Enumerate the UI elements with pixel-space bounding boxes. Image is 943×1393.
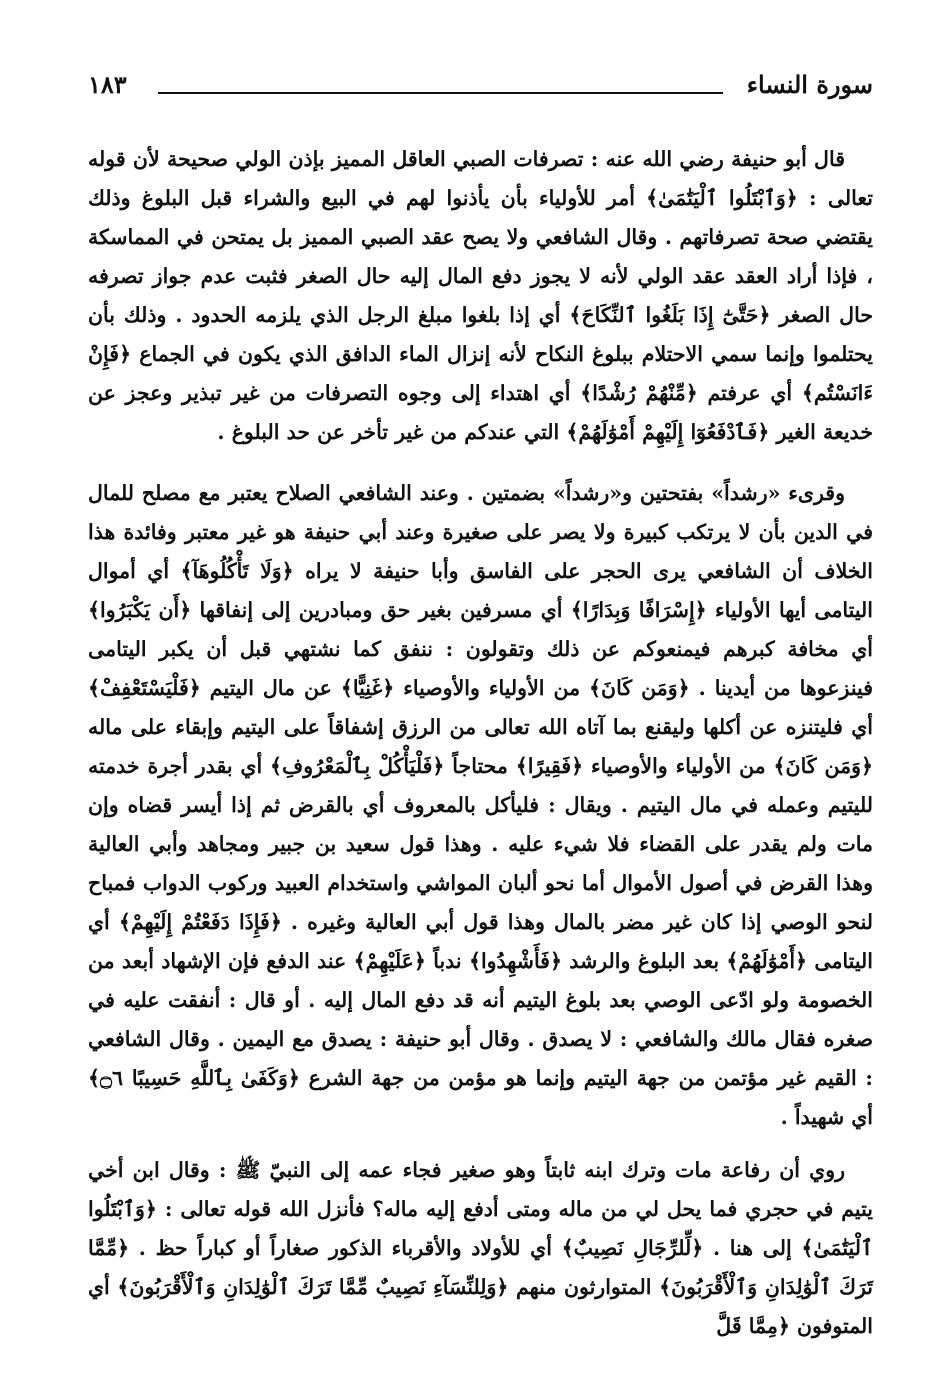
header-rule [158, 92, 723, 94]
paragraph-1: قال أبو حنيفة رضي الله عنه : تصرفات الصبي العاقل المميز بإذن الولي صحيحة لأن قوله تعالى : ﴿وَٱبْتَلُوا ٱلْيَتَٰمَىٰ﴾ أمر للأولياء بأن يأذنوا لهم في البيع والشراء قبل البلوغ وذلك يقتضي صحة تصرفاتهم . وقال الشافعي ولا يصح عقد الصبي المميز بل يمتحن في المماسكة ، فإذا أراد العقد عقد الولي لأنه لا يجوز دفع المال إليه حال الصغر فثبت عدم جواز تصرفه حال الصغر ﴿حَتَّىٰٓ إِذَا بَلَغُوا ٱلنِّكَاحَ﴾ أي إذا بلغوا مبلغ الرجل الذي يلزمه الحدود . وذلك بأن يحتلموا وإنما سمي الاحتلام ببلوغ النكاح لأنه إنزال الماء الدافق الذي يكون في الجماع ﴿فَإِنْ ءَانَسْتُم﴾ أي عرفتم ﴿مِّنْهُمْ رُشْدًا﴾ أي اهتداء إلى وجوه التصرفات من غير تبذير وعجز عن خديعة الغير ﴿فَٱدْفَعُوٓا إِلَيْهِمْ أَمْوَٰلَهُمْ﴾ التي عندكم من غير تأخر عن حد البلوغ . [88, 147, 873, 444]
paragraph-3: روي أن رفاعة مات وترك ابنه ثابتاً وهو صغير فجاء عمه إلى النبيّ ﷺ : وقال ابن أخي يتيم في حجري فما يحل لي من ماله ومتى أدفع إليه ماله؟ فأنزل الله قوله تعالى : ﴿وَٱبْتَلُوا ٱلْيَتَٰمَىٰ﴾ إلى هنا . ﴿لِّلرِّجَالِ نَصِيبٌ﴾ أي للأولاد والأقرباء الذكور صغاراً أو كباراً حظ . ﴿مِّمَّا تَرَكَ ٱلْوَٰلِدَانِ وَٱلْأَقْرَبُونَ﴾ المتوارثون منهم ﴿وَلِلنِّسَآءِ نَصِيبٌ مِّمَّا تَرَكَ ٱلْوَٰلِدَانِ وَٱلْأَقْرَبُونَ﴾ أي المتوفون ﴿مِمَّا قَلَّ [88, 1158, 873, 1338]
paragraph-2: وقرىء «رشداً» بفتحتين و«رشداً» بضمتين . وعند الشافعي الصلاح يعتبر مع مصلح للمال في الدين بأن لا يرتكب كبيرة ولا يصر على صغيرة وعند أبي حنيفة هو غير معتبر وفائدة هذا الخلاف أن الشافعي يرى الحجر على الفاسق وأبا حنيفة لا يراه ﴿وَلَا تَأْكُلُوهَآ﴾ أي أموال اليتامى أيها الأولياء ﴿إِسْرَافًا وَبِدَارًا﴾ أي مسرفين بغير حق ومبادرين إلى إنفاقها ﴿أَن يَكْبَرُوا﴾ أي مخافة كبرهم فيمنعوكم عن ذلك وتقولون : ننفق كما نشتهي قبل أن يكبر اليتامى فينزعوها من أيدينا . ﴿وَمَن كَانَ﴾ من الأولياء والأوصياء ﴿غَنِيًّا﴾ عن مال اليتيم ﴿فَلْيَسْتَعْفِفْ﴾ أي فليتنزه عن أكلها وليقنع بما آتاه الله تعالى من الرزق إشفاقاً على اليتيم وإبقاء على ماله ﴿وَمَن كَانَ﴾ من الأولياء والأوصياء ﴿فَقِيرًا﴾ محتاجاً ﴿فَلْيَأْكُلْ بِٱلْمَعْرُوفِ﴾ أي بقدر أجرة خدمته لليتيم وعمله في مال اليتيم . ويقال : فليأكل بالمعروف أي بالقرض ثم إذا أيسر قضاه وإن مات ولم يقدر على القضاء فلا شيء عليه . وهذا قول سعيد بن جبير ومجاهد وأبي العالية وهذا القرض في أصول الأموال أما نحو ألبان المواشي واستخدام العبيد وركوب الدواب فمباح لنحو الوصي إذا كان غير مضر بالمال وهذا قول أبي العالية وغيره . ﴿فَإِذَا دَفَعْتُمْ إِلَيْهِمْ﴾ أي اليتامى ﴿أَمْوَٰلَهُمْ﴾ بعد البلوغ والرشد ﴿فَأَشْهِدُوا﴾ ندباً ﴿عَلَيْهِمْ﴾ عند الدفع فإن الإشهاد أبعد من الخصومة ولو ادّعى الوصي بعد بلوغ اليتيم أنه قد دفع المال إليه . أو قال : أنفقت عليه في صغره فقال مالك والشافعي : لا يصدق . وقال أبو حنيفة : يصدق مع اليمين . وقال الشافعي : القيم غير مؤتمن من جهة اليتيم وإنما هو مؤمن من جهة الشرع ﴿وَكَفَىٰ بِٱللَّهِ حَسِيبًا ۝٦﴾ أي شهيداً . [88, 481, 873, 1129]
page-body [88, 140, 873, 1346]
surah-title: سورة النساء [746, 70, 873, 99]
page-number: ١٨٣ [88, 70, 127, 99]
page-header [88, 68, 873, 104]
